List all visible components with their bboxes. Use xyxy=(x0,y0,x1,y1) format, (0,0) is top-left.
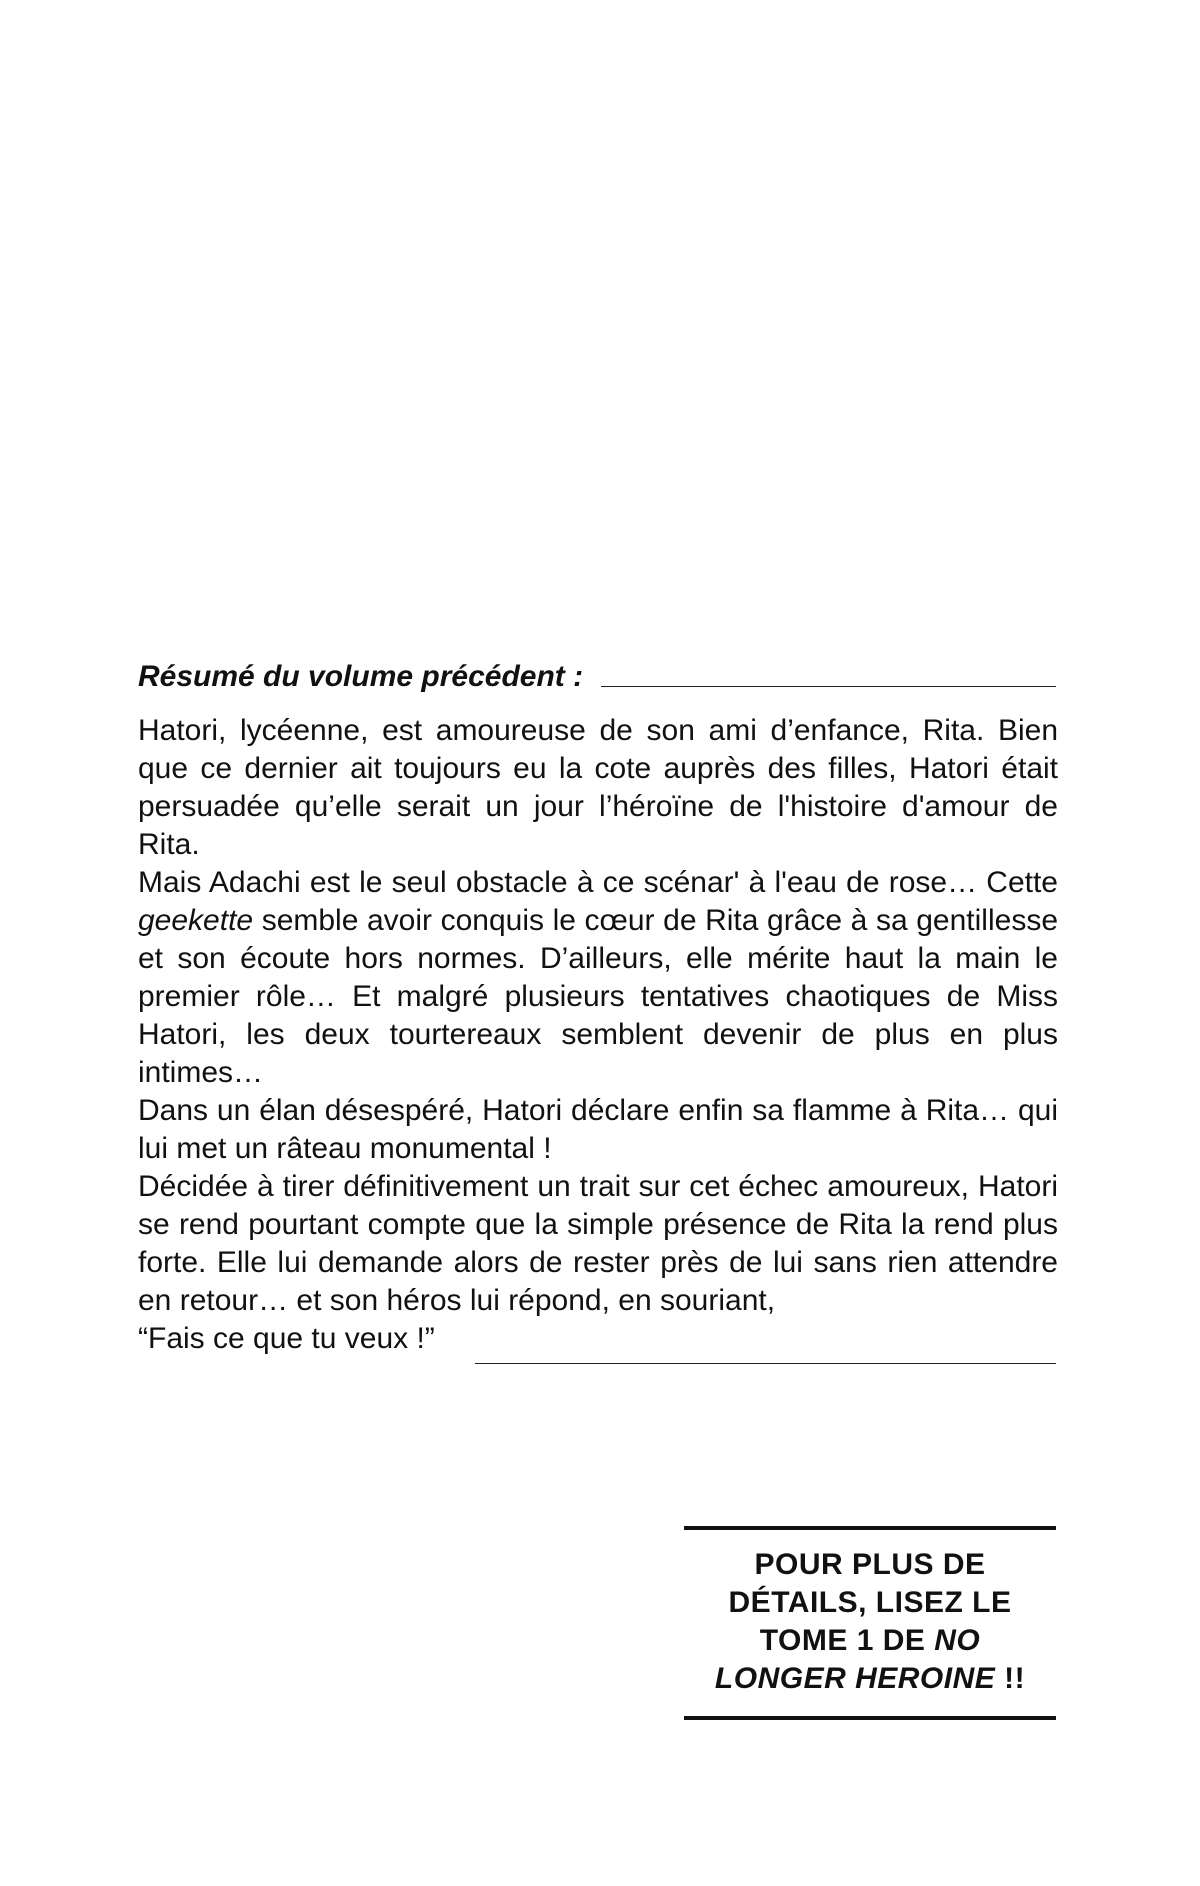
closing-rule xyxy=(475,1363,1056,1364)
closing-row xyxy=(138,1320,1058,1358)
paragraph-2-text-after: semble avoir conquis le cœur de Rita grâce à sa gentillesse et son écoute hors normes. D’ailleurs, elle mérite haut la main le premier rôle… Et malgré plusieurs tentatives chaotiques de Miss Hatori, les deux tourtereaux semblent devenir de plus en plus intimes… xyxy=(138,904,1058,1089)
summary-heading: Résumé du volume précédent : xyxy=(138,660,584,693)
summary-heading-row xyxy=(138,648,1058,692)
callout-exclamation: !! xyxy=(995,1662,1026,1695)
callout-line-3 xyxy=(684,1622,1056,1660)
summary-paragraph-2 xyxy=(138,864,1058,1092)
summary-paragraph-4: Décidée à tirer définitivement un trait sur cet échec amoureux, Hatori se rend pourtant compte que la simple présence de Rita la rend plus forte. Elle lui demande alors de rester près de lui sans rien attendre en retour… et son héros lui répond, en souriant, xyxy=(138,1170,1058,1317)
summary-body xyxy=(138,712,1058,1358)
callout-title-part-1: NO xyxy=(934,1624,981,1657)
summary-paragraph-1: Hatori, lycéenne, est amoureuse de son ami d’enfance, Rita. Bien que ce dernier ait toujours eu la cote auprès des filles, Hatori était persuadée qu’elle serait un jour l’héroïne de l'histoire d'amour de Rita. xyxy=(138,714,1058,861)
closing-quote: “Fais ce que tu veux !” xyxy=(138,1322,435,1355)
callout-line-2: DÉTAILS, LISEZ LE xyxy=(728,1586,1012,1619)
callout-line-3-text: TOME 1 DE xyxy=(759,1624,935,1657)
summary-paragraph-3: Dans un élan désespéré, Hatori déclare enfin sa flamme à Rita… qui lui met un râteau monumental ! xyxy=(138,1094,1058,1165)
callout-line-4 xyxy=(684,1660,1056,1698)
paragraph-2-text-before: Mais Adachi est le seul obstacle à ce scénar' à l'eau de rose… Cette xyxy=(138,866,1058,899)
previous-volume-summary xyxy=(138,648,1058,1358)
callout-title-part-2: LONGER HEROINE xyxy=(714,1662,996,1695)
read-volume-one-callout xyxy=(684,1526,1056,1720)
callout-line-1: POUR PLUS DE xyxy=(754,1548,986,1581)
emphasis-geekette: geekette xyxy=(138,904,254,937)
heading-rule xyxy=(601,686,1056,687)
